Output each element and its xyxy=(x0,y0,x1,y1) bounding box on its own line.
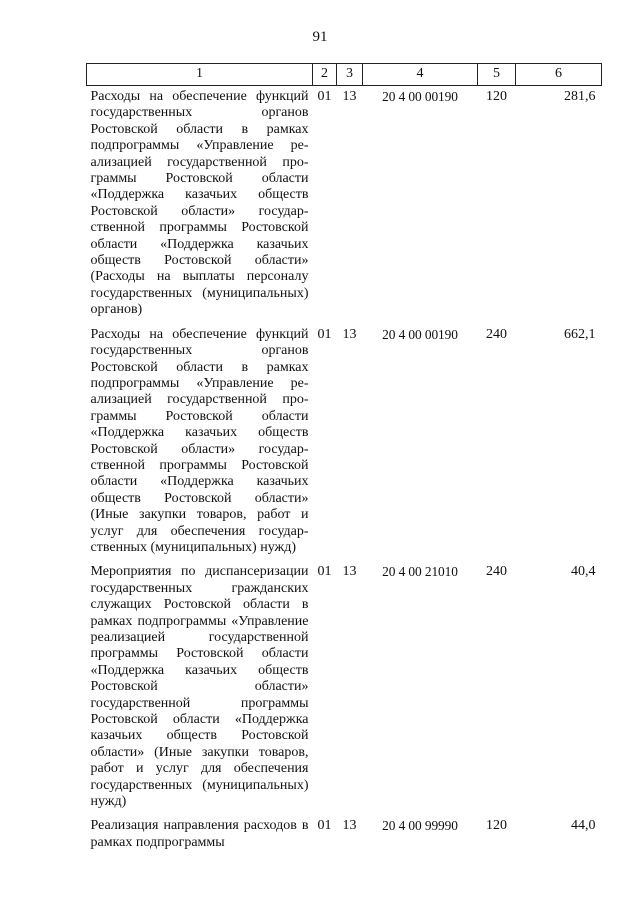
row-description: Расходы на обеспечение функций государственных органов Ростовской области в рамках подпрограммы «Управление реализацией государственной программы Ростовской области «Поддержка казачьих обществ Ростовской области» государственной программы Ростовской области «Поддержка казачьих обществ Ростовской области» (Иные закупки товаров, работ и услуг для обеспечения государственных (муниципальных) нужд) xyxy=(90,326,309,555)
row-amount: 44,0 xyxy=(571,818,596,834)
header-col-amount: 6 xyxy=(516,64,602,86)
header-col-section: 2 xyxy=(313,64,337,86)
row-target-article: 20 4 00 00190 xyxy=(382,89,458,104)
row-subsection: 13 xyxy=(342,564,357,580)
row-section: 01 xyxy=(317,89,332,104)
row-section: 01 xyxy=(317,818,332,834)
table-row xyxy=(87,561,602,815)
table-header-row xyxy=(87,64,602,86)
row-amount: 40,4 xyxy=(571,564,596,580)
row-target-article: 20 4 00 21010 xyxy=(382,564,458,580)
row-amount: 281,6 xyxy=(564,89,596,104)
row-section: 01 xyxy=(317,326,332,342)
table-row xyxy=(87,324,602,562)
row-subsection: 13 xyxy=(342,326,357,342)
header-col-subsection: 3 xyxy=(337,64,363,86)
header-col-expense-type: 5 xyxy=(478,64,516,86)
row-expense-type: 120 xyxy=(486,89,507,104)
row-target-article: 20 4 00 99990 xyxy=(382,818,458,834)
row-section: 01 xyxy=(317,564,332,580)
page-number: 91 xyxy=(312,29,328,45)
row-description: Реализация направления расходов в рамках подпрограммы xyxy=(90,818,309,850)
row-target-article: 20 4 00 00190 xyxy=(382,326,458,342)
table-row xyxy=(87,815,602,856)
header-col-description: 1 xyxy=(87,64,313,86)
row-expense-type: 120 xyxy=(486,818,507,834)
row-description: Расходы на обеспечение функций государственных органов Ростовской области в рамках подпрограммы «Управление реализацией государственной программы Ростовской области «Поддержка казачьих обществ Ростовской области» государственной программы Ростовской области «Поддержка казачьих обществ Ростовской области» (Расходы на выплаты персоналу государственных (муниципальных) органов) xyxy=(90,89,309,318)
row-description: Мероприятия по диспансеризации государственных гражданских служащих Ростовской области в рамках подпрограммы «Управление реализацией государственной программы Ростовской области «Поддержка казачьих обществ Ростовской области» государственной программы Ростовской области «Поддержка казачьих обществ Ростовской области» (Иные закупки товаров, работ и услуг для обеспечения государственных (муниципальных) нужд) xyxy=(90,564,309,810)
row-subsection: 13 xyxy=(342,89,357,104)
header-col-target-article: 4 xyxy=(363,64,478,86)
row-subsection: 13 xyxy=(342,818,357,834)
budget-table xyxy=(86,63,602,856)
row-expense-type: 240 xyxy=(486,564,507,580)
row-expense-type: 240 xyxy=(486,326,507,342)
table-row xyxy=(87,86,602,324)
row-amount: 662,1 xyxy=(564,326,596,342)
